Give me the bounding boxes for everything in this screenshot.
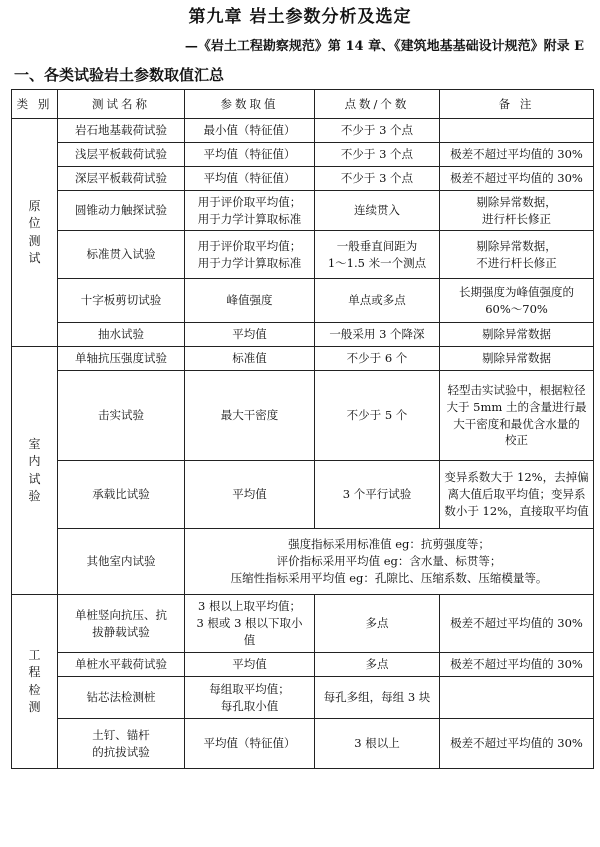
table-row bbox=[12, 143, 594, 167]
test-name-cell-line: 岩石地基载荷试验 bbox=[75, 123, 167, 138]
test-name-cell-line: 单轴抗压强度试验 bbox=[75, 351, 167, 366]
test-name-cell bbox=[58, 231, 185, 279]
test-name-cell bbox=[58, 191, 185, 231]
note-cell-line: 极差不超过平均值的 30% bbox=[450, 657, 583, 672]
table-row bbox=[12, 595, 594, 653]
category-cell bbox=[12, 119, 58, 347]
count-cell-line: 一般垂直间距为 bbox=[336, 238, 418, 253]
table-row bbox=[12, 461, 594, 529]
note-cell-line: 数小于 12%，直接取平均值 bbox=[444, 503, 589, 518]
test-name-cell bbox=[58, 167, 185, 191]
chapter-title: 第九章 岩土参数分析及选定 bbox=[188, 7, 412, 27]
category-cell bbox=[12, 347, 58, 595]
table-body bbox=[12, 119, 594, 769]
param-cell-line: 每孔取小值 bbox=[220, 698, 279, 713]
count-cell bbox=[315, 595, 440, 653]
note-cell bbox=[440, 279, 594, 323]
note-cell-line: 不进行杆长修正 bbox=[476, 255, 557, 270]
param-cell bbox=[185, 719, 315, 769]
param-cell bbox=[185, 231, 315, 279]
param-cell-line: 平均值 bbox=[232, 487, 267, 502]
param-cell bbox=[185, 143, 315, 167]
test-name-cell bbox=[58, 461, 185, 529]
param-cell-line: 用于力学计算取标准 bbox=[197, 255, 302, 270]
param-cell-line: 3 根或 3 根以下取小 bbox=[196, 616, 303, 631]
test-name-cell-line: 钻芯法检测桩 bbox=[86, 690, 156, 705]
col-header-test-name: 测试名称 bbox=[58, 90, 185, 119]
test-name-cell-line: 土钉、锚杆 bbox=[92, 727, 150, 742]
test-name-cell bbox=[58, 595, 185, 653]
param-cell bbox=[185, 191, 315, 231]
category-cell-line: 位 bbox=[28, 216, 41, 231]
count-cell-line: 每孔多组，每组 3 块 bbox=[323, 690, 431, 705]
category-cell-line: 试 bbox=[28, 471, 41, 486]
category-cell-line: 验 bbox=[28, 488, 41, 503]
param-cell-line: 平均值（特征值） bbox=[203, 147, 296, 162]
param-cell bbox=[185, 677, 315, 719]
count-cell-line: 不少于 3 个点 bbox=[340, 171, 414, 186]
chapter-subtitle: —《岩土工程勘察规范》第 14 章、《建筑地基基础设计规范》附录 E bbox=[184, 39, 584, 54]
count-cell bbox=[315, 119, 440, 143]
test-name-cell bbox=[58, 143, 185, 167]
note-cell-line: 剔除异常数据 bbox=[482, 351, 551, 366]
category-cell-line: 工 bbox=[28, 647, 41, 662]
note-cell-line: 60%～70% bbox=[485, 301, 548, 316]
table-row bbox=[12, 231, 594, 279]
param-cell bbox=[185, 371, 315, 461]
param-cell-line: 峰值强度 bbox=[226, 293, 273, 308]
test-name-cell bbox=[58, 371, 185, 461]
param-cell bbox=[185, 323, 315, 347]
col-header-note: 备 注 bbox=[440, 90, 594, 119]
count-cell bbox=[315, 191, 440, 231]
param-cell-line: 用于评价取平均值； bbox=[197, 194, 302, 209]
count-cell-line: 不少于 6 个 bbox=[346, 351, 408, 366]
merged-desc-cell-line: 强度指标采用标准值 eg：抗剪强度等； bbox=[288, 537, 490, 552]
note-cell-line: 轻型击实试验中，根据粒径 bbox=[447, 383, 586, 398]
note-cell bbox=[440, 677, 594, 719]
table-row-merged bbox=[12, 529, 594, 595]
param-cell-line: 每组取平均值； bbox=[209, 681, 290, 696]
section-title: 一、各类试验岩土参数取值汇总 bbox=[14, 66, 225, 84]
merged-desc-cell bbox=[185, 529, 594, 595]
table-row bbox=[12, 323, 594, 347]
param-cell bbox=[185, 653, 315, 677]
count-cell bbox=[315, 719, 440, 769]
test-name-cell-line: 单桩水平载荷试验 bbox=[75, 657, 167, 672]
test-name-cell-line: 的抗拔试验 bbox=[92, 744, 150, 759]
test-name-cell bbox=[58, 653, 185, 677]
param-cell-line: 最小值（特征值） bbox=[203, 123, 296, 138]
note-cell bbox=[440, 461, 594, 529]
note-cell bbox=[440, 347, 594, 371]
note-cell-line: 剔除异常数据 bbox=[482, 327, 551, 342]
test-name-cell-line: 标准贯入试验 bbox=[86, 247, 156, 262]
param-cell-line: 用于评价取平均值； bbox=[197, 238, 302, 253]
note-cell bbox=[440, 191, 594, 231]
note-cell-line: 校正 bbox=[505, 433, 528, 448]
param-cell-line: 标准值 bbox=[232, 351, 267, 366]
table-header-row bbox=[12, 90, 594, 119]
category-cell-line: 检 bbox=[28, 682, 41, 697]
test-name-cell-line: 其他室内试验 bbox=[86, 554, 156, 569]
table-row bbox=[12, 167, 594, 191]
col-header-category: 类 别 bbox=[12, 90, 58, 119]
note-cell-line: 离大值后取平均值；变异系 bbox=[447, 487, 586, 502]
category-cell-line: 测 bbox=[28, 233, 41, 248]
count-cell bbox=[315, 653, 440, 677]
count-cell-line: 一般采用 3 个降深 bbox=[329, 327, 425, 342]
test-name-cell-line: 抽水试验 bbox=[98, 327, 144, 342]
param-cell-line: 最大干密度 bbox=[220, 408, 279, 423]
note-cell bbox=[440, 143, 594, 167]
count-cell-line: 3 个平行试验 bbox=[342, 487, 412, 502]
note-cell bbox=[440, 231, 594, 279]
count-cell-line: 连续贯入 bbox=[354, 203, 400, 218]
col-header-param: 参数取值 bbox=[185, 90, 315, 119]
param-cell-line: 用于力学计算取标准 bbox=[197, 211, 302, 226]
table-row bbox=[12, 653, 594, 677]
count-cell-line: 不少于 3 个点 bbox=[340, 147, 414, 162]
note-cell bbox=[440, 119, 594, 143]
note-cell-line: 长期强度为峰值强度的 bbox=[459, 284, 574, 299]
category-cell-line: 原 bbox=[28, 198, 41, 213]
category-cell-line: 测 bbox=[28, 699, 41, 714]
test-name-cell bbox=[58, 719, 185, 769]
test-name-cell bbox=[58, 347, 185, 371]
param-cell-line: 平均值（特征值） bbox=[203, 736, 296, 751]
count-cell-line: 不少于 5 个 bbox=[346, 408, 408, 423]
count-cell bbox=[315, 167, 440, 191]
category-cell-line: 试 bbox=[28, 250, 41, 265]
count-cell-line: 不少于 3 个点 bbox=[340, 123, 414, 138]
param-cell bbox=[185, 167, 315, 191]
category-cell-line: 内 bbox=[28, 454, 41, 469]
count-cell-line: 多点 bbox=[365, 616, 389, 631]
count-cell bbox=[315, 143, 440, 167]
note-cell-line: 极差不超过平均值的 30% bbox=[450, 147, 583, 162]
note-cell-line: 极差不超过平均值的 30% bbox=[450, 171, 583, 186]
note-cell-line: 极差不超过平均值的 30% bbox=[450, 736, 583, 751]
count-cell bbox=[315, 347, 440, 371]
note-cell bbox=[440, 595, 594, 653]
test-name-cell-line: 击实试验 bbox=[98, 408, 144, 423]
count-cell-line: 多点 bbox=[365, 657, 389, 672]
param-cell-line: 平均值 bbox=[232, 327, 267, 342]
note-cell-line: 剔除异常数据， bbox=[476, 238, 557, 253]
note-cell-line: 进行杆长修正 bbox=[482, 211, 551, 226]
col-header-count: 点数/个数 bbox=[315, 90, 440, 119]
test-name-cell bbox=[58, 119, 185, 143]
note-cell bbox=[440, 167, 594, 191]
param-cell-line: 3 根以上取平均值； bbox=[198, 599, 301, 614]
merged-desc-cell-line: 压缩性指标采用平均值 eg：孔隙比、压缩系数、压缩模量等。 bbox=[230, 570, 548, 585]
note-cell bbox=[440, 323, 594, 347]
note-cell-line: 极差不超过平均值的 30% bbox=[450, 616, 583, 631]
count-cell bbox=[315, 677, 440, 719]
count-cell-line: 3 根以上 bbox=[354, 736, 400, 751]
note-cell-line: 剔除异常数据， bbox=[476, 194, 557, 209]
note-cell bbox=[440, 371, 594, 461]
category-cell bbox=[12, 595, 58, 769]
note-cell-line: 大干密度和最优含水量的 bbox=[453, 416, 580, 431]
note-cell-line: 大于 5mm 土的含量进行最 bbox=[446, 399, 587, 414]
count-cell bbox=[315, 323, 440, 347]
table-row bbox=[12, 119, 594, 143]
count-cell bbox=[315, 371, 440, 461]
count-cell bbox=[315, 231, 440, 279]
parameter-table bbox=[11, 89, 594, 769]
table-row bbox=[12, 371, 594, 461]
test-name-cell bbox=[58, 323, 185, 347]
test-name-cell bbox=[58, 529, 185, 595]
test-name-cell-line: 深层平板载荷试验 bbox=[75, 171, 167, 186]
count-cell-line: 单点或多点 bbox=[348, 293, 406, 308]
param-cell bbox=[185, 347, 315, 371]
count-cell bbox=[315, 461, 440, 529]
test-name-cell bbox=[58, 677, 185, 719]
count-cell bbox=[315, 279, 440, 323]
table-row bbox=[12, 279, 594, 323]
category-cell-line: 程 bbox=[28, 665, 41, 680]
param-cell-line: 平均值 bbox=[232, 657, 267, 672]
param-cell-line: 值 bbox=[243, 632, 256, 647]
test-name-cell-line: 拔静载试验 bbox=[92, 624, 150, 639]
test-name-cell bbox=[58, 279, 185, 323]
param-cell bbox=[185, 461, 315, 529]
category-cell-line: 室 bbox=[28, 436, 41, 451]
param-cell bbox=[185, 595, 315, 653]
param-cell bbox=[185, 279, 315, 323]
test-name-cell-line: 十字板剪切试验 bbox=[80, 293, 162, 308]
test-name-cell-line: 圆锥动力触探试验 bbox=[75, 203, 167, 218]
table-row bbox=[12, 719, 594, 769]
param-cell-line: 平均值（特征值） bbox=[203, 171, 296, 186]
test-name-cell-line: 承载比试验 bbox=[92, 487, 150, 502]
table-row bbox=[12, 191, 594, 231]
test-name-cell-line: 浅层平板载荷试验 bbox=[75, 147, 167, 162]
param-cell bbox=[185, 119, 315, 143]
note-cell-line: 变异系数大于 12%，去掉偏 bbox=[444, 470, 589, 485]
merged-desc-cell-line: 评价指标采用平均值 eg：含水量、标贯等； bbox=[276, 554, 502, 569]
note-cell bbox=[440, 653, 594, 677]
count-cell-line: 1～1.5 米一个测点 bbox=[327, 255, 427, 270]
note-cell bbox=[440, 719, 594, 769]
table-row bbox=[12, 677, 594, 719]
test-name-cell-line: 单桩竖向抗压、抗 bbox=[75, 607, 167, 622]
table-row bbox=[12, 347, 594, 371]
